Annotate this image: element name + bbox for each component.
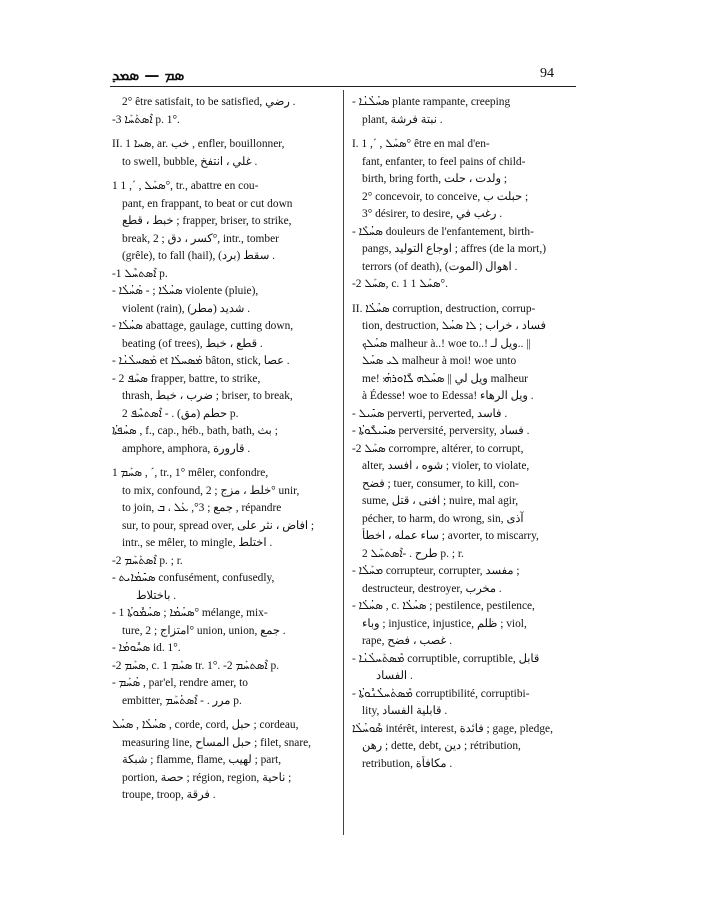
entry-line: شبكة ; flamme, flame, لهيب ; part, — [122, 754, 282, 766]
entry-line: II. ܣܚܐ 1, ar. خب , enfler, bouillonner, — [112, 138, 285, 150]
entry-line: -ܐܶܣܬܰܚܰܐ 3 p. 1°. — [112, 113, 180, 126]
entry-line: - ܣܚܺܝܠܽܘܬܳܐ perversité, perversity, فساد . — [352, 425, 530, 437]
entry-line: birth, bring forth, ولدت ، حلت ; — [362, 173, 507, 185]
entry-line: sume, افنى ، قتل ; nuire, mal agir, — [362, 495, 519, 507]
entry-line: - ܣܚܳܠܶܐ douleurs de l'enfantement, birth- — [352, 225, 534, 238]
entry-line: II. ܣܚܳܠܳܐ corruption, destruction, corrup- — [352, 302, 536, 315]
entry-line: - ܡܶܣܬܰܚܠܳܢܳܐ corruptible, corruptible, قابل — [352, 652, 540, 665]
entry-line: - ܣܳܚܰܡ , par'el, rendre amer, to — [112, 677, 248, 689]
entry-line: ساء عمله ، اخطأ ; avorter, to miscarry, — [362, 530, 539, 542]
entry-line: 1 ܣܚܰܠ , ´, 1°, tr., abattre en cou- — [112, 180, 259, 192]
entry-line: pangs, اوجاع التوليد ; affres (de la mort,) — [362, 243, 546, 255]
entry-line: troupe, troop, فرقة . — [122, 789, 216, 801]
entry-line: beating (of trees), قطع ، خبط . — [122, 337, 263, 350]
entry-line: pécher, to harm, do wrong, sin, آذى — [362, 512, 524, 525]
entry-line: ܣܚܳܦܬܳܐ , f., cap., héb., bath, bath, بث ; — [112, 425, 278, 437]
right-column — [352, 94, 574, 773]
entry-line: ܠܝ ܣܚܳܠ malheur à moi! woe unto — [362, 355, 517, 367]
entry-line: خبط ، قطع ; frapper, briser, to strike, — [122, 215, 292, 227]
entry-line: طرح . -ܐܶܣܬܚܰܠ 2 p. ; r. — [362, 547, 464, 560]
entry-line: 1 ܣܚܰܡ , ´, tr., 1° mêler, confondre, — [112, 467, 269, 479]
entry-line: plant, نبتة فرشة . — [362, 113, 443, 126]
header-rule — [110, 86, 576, 87]
entry-line: - ܣܚܺܡܳܐܝܬ confusément, confusedly, — [112, 572, 275, 584]
column-divider — [343, 90, 344, 835]
entry-line: -ܐܶܣܬܰܚܰܡ 2 p. ; r. — [112, 554, 183, 567]
entry-line: رهن ; dette, debt, دين ; rétribution, — [362, 740, 521, 752]
entry-line: -ܣܚܰܠ 2, c. 1 ܣܚܰܠ 1°. — [352, 278, 448, 290]
entry-line: amphore, amphora, قارورة . — [122, 442, 251, 455]
entry-line: to mix, confound, خلط ، مزج ; 2° unir, — [122, 484, 300, 497]
entry-line: rape, غصب ، فضح . — [362, 635, 453, 647]
entry-line: measuring line, حبل المساح ; filet, snare, — [122, 736, 312, 749]
entry-line: وباء ; injustice, injustice, ظلم ; viol, — [362, 617, 527, 630]
entry-line: - ܣܚܳܠܳܐ , c. ܣܚܳܠܳܐ ; pestilence, pestilence, — [352, 600, 535, 612]
entry-line: à Édesse! woe to Edessa! ويل الرهاء . — [362, 390, 534, 402]
entry-line: thrash, ضرب ، خبط ; briser, to break, — [122, 390, 293, 402]
entry-line: break, كسر ، دق ; 2°, intr., tomber — [122, 232, 279, 245]
entry-line: - ܣܚܺܝܠ perverti, perverted, فاسد . — [352, 407, 508, 420]
entry-line: ܣܽܘܚܳܠܳܐ intérêt, interest, فائدة ; gage, pledge, — [352, 722, 553, 735]
entry-line: فضح ; tuer, consumer, to kill, con- — [362, 477, 519, 490]
entry-line: - ܣܚܰܦ 2 frapper, battre, to strike, — [112, 372, 261, 385]
entry-line: 2° être satisfait, to be satisfied, رضي . — [122, 96, 296, 108]
entry-line: - ܡܶܣܬܰܚܠܳܢܽܘܬܳܐ corruptibilité, corruptibi- — [352, 687, 530, 700]
entry-line: I. ܣܚܰܠ , ´, 1° être en mal d'en- — [352, 138, 490, 150]
entry-line: - ܡܚܰܠܳܐ corrupteur, corrupter, مفسد ; — [352, 565, 520, 577]
entry-line: lity, قابلية الفساد . — [362, 705, 448, 717]
entry-line: 2° concevoir, to conceive, حبلت ب ; — [362, 190, 529, 203]
entry-line: me! ويل لي || ܣܚܳܠܗ ܠܽܐܘܪܗܳܝ malheur — [362, 372, 528, 385]
entry-line: - ܣܚܳܠܳܐ abattage, gaulage, cutting down, — [112, 320, 294, 332]
entry-line: sur, to pour, spread over, افاض ، نثر على ; — [122, 519, 315, 532]
running-head: ܣܡ — ܣܡܕ — [112, 66, 185, 84]
entry-line: حطم (مق) . - ܐܶܣܬܚܶܦ 2 p. — [122, 407, 239, 420]
entry-line: alter, شوه ، افسد ; violer, to violate, — [362, 460, 530, 472]
entry-line: -ܣܚܰܡ 2, c. 1 ܣܚܰܡ tr. 1°. -ܐܶܣܬܚܰܡ 2 p. — [112, 659, 279, 672]
entry-line: 3° désirer, to desire, رغب في . — [362, 208, 503, 220]
entry-line: ܣܚܳܠܳܐ , ܣܚܳܠ , corde, cord, حبل ; cordeau, — [112, 719, 299, 731]
entry-line: tion, destruction, فساد ، خراب ; ܠܐ ܣܚܳܠ — [362, 320, 546, 332]
entry-line: الفساد . — [376, 670, 413, 682]
entry-line: باختلاط . — [136, 589, 177, 602]
page-number: 94 — [540, 66, 554, 81]
entry-line: pant, en frappant, to beat or cut down — [122, 197, 293, 210]
entry-line: - ܣܚܳܠܳܐ ; - ܣܳܚܳܠܳܐ violente (pluie), — [112, 285, 259, 297]
entry-line: -ܣܚܰܠ 2 corrompre, altérer, to corrupt, — [352, 442, 524, 455]
entry-line: portion, حصة ; région, region, ناحية ; — [122, 771, 292, 784]
entry-line: terrors (of death), (الموت) اهوال . — [362, 260, 518, 273]
entry-line: destructeur, destroyer, مخرب . — [362, 582, 502, 595]
entry-line: fant, enfanter, to feel pains of child- — [362, 155, 526, 168]
left-column — [112, 94, 336, 805]
entry-line: - ܣܚܽܘܡܳܐ id. 1°. — [112, 642, 181, 654]
entry-line: to join, جمع ; 3°, ܥܰܠ ، ܒ , répandre — [122, 502, 282, 514]
entry-line: retribution, مكافأة . — [362, 757, 453, 770]
entry-line: (grêle), to fall (hail), (برد) سقط . — [122, 250, 275, 262]
entry-line: - ܡܰܣܚܠܳܢܳܐ et ܡܰܣܚܠܳܐ bâton, stick, عصا . — [112, 355, 290, 367]
entry-line: to swell, bubble, غلي ، انتفخ . — [122, 155, 258, 168]
entry-line: violent (rain), (مطر) شديد . — [122, 302, 251, 315]
entry-line: intr., se mêler, to mingle, اختلط . — [122, 537, 273, 549]
entry-line: ܣܚܳܠܟ malheur à..! woe to..! ويل لـ.. || — [362, 337, 531, 350]
entry-line: ture, امتزاج ; 2° union, union, جمع . — [122, 624, 286, 637]
entry-line: -ܐܶܣܬܚܶܠ 1 p. — [112, 267, 168, 280]
entry-line: - ܣܚܳܡܳܐ ; ܣܚܳܡܽܘܬܳܐ 1° mélange, mix- — [112, 607, 268, 619]
entry-line: - ܣܚܳܠܳܢܳܐ plante rampante, creeping — [352, 96, 511, 108]
entry-line: embitter, مرر . - ܐܶܣܬܳܚܰܡ p. — [122, 694, 242, 707]
